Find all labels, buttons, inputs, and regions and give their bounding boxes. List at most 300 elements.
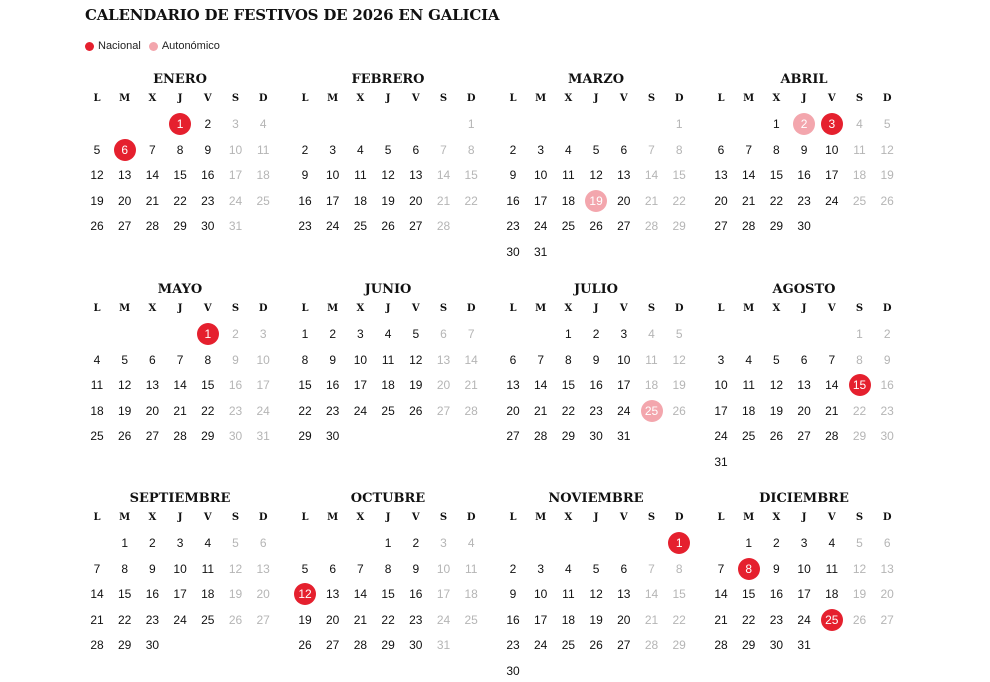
holiday-autonomico-day: 2 xyxy=(793,113,815,135)
day-cell: 25 xyxy=(742,429,756,444)
day-cell: 15 xyxy=(769,168,784,183)
day-cell: 22 xyxy=(561,403,576,418)
day-cell: 5 xyxy=(121,352,129,367)
day-cell: 8 xyxy=(301,352,309,367)
day-cell: 24 xyxy=(534,219,548,234)
day-cell: 30 xyxy=(506,245,520,259)
day-cell: 26 xyxy=(589,219,603,234)
day-cell: 21 xyxy=(90,612,104,627)
day-cell: 1 xyxy=(467,117,475,131)
day-cell: 25 xyxy=(201,612,215,627)
weekday-header: L xyxy=(301,303,309,314)
day-cell: 30 xyxy=(797,219,811,234)
day-cell: 14 xyxy=(90,587,104,602)
day-cell: 19 xyxy=(589,612,603,627)
day-cell: 31 xyxy=(228,219,243,234)
day-cell: 30 xyxy=(880,429,894,444)
day-cell: 28 xyxy=(714,638,728,653)
day-cell: 23 xyxy=(589,403,603,418)
day-cell: 26 xyxy=(228,612,243,627)
day-cell: 1 xyxy=(773,117,780,131)
day-cell: 29 xyxy=(381,638,395,653)
day-cell: 2 xyxy=(232,327,239,341)
day-cell: 9 xyxy=(592,352,600,367)
weekday-header: D xyxy=(882,93,892,104)
day-cell: 29 xyxy=(173,219,187,234)
weekday-header: S xyxy=(647,93,656,104)
day-cell: 4 xyxy=(648,327,655,341)
day-cell: 29 xyxy=(769,219,784,234)
day-cell: 17 xyxy=(173,587,187,602)
weekday-header: V xyxy=(619,303,628,314)
day-cell: 30 xyxy=(506,664,520,678)
day-cell: 21 xyxy=(534,403,548,418)
day-cell: 6 xyxy=(800,352,808,367)
day-cell: 20 xyxy=(436,378,451,393)
day-cell: 17 xyxy=(256,378,270,393)
day-cell: 18 xyxy=(825,587,839,602)
weekday-header: D xyxy=(882,303,892,314)
weekday-header: J xyxy=(385,303,391,314)
weekday-header: J xyxy=(385,93,391,104)
day-cell: 19 xyxy=(409,378,423,393)
day-cell: 13 xyxy=(436,352,451,367)
day-cell: 4 xyxy=(204,536,212,550)
weekday-header: X xyxy=(772,93,781,104)
weekday-header: D xyxy=(466,512,476,523)
day-cell: 3 xyxy=(717,352,725,367)
day-cell: 3 xyxy=(537,561,545,576)
day-cell: 28 xyxy=(644,219,659,234)
day-cell: 26 xyxy=(589,638,603,653)
day-cell: 30 xyxy=(145,638,160,653)
day-cell: 9 xyxy=(509,587,517,602)
day-cell: 7 xyxy=(828,352,836,367)
day-cell: 16 xyxy=(880,378,894,393)
weekday-header: J xyxy=(177,93,183,104)
day-cell: 13 xyxy=(617,587,631,602)
day-cell: 5 xyxy=(232,536,239,550)
day-cell: 15 xyxy=(672,168,686,183)
weekday-header: J xyxy=(593,93,599,104)
holiday-nacional-day: 12 xyxy=(294,583,316,605)
weekday-header: L xyxy=(93,303,101,314)
day-cell: 4 xyxy=(565,142,572,157)
weekday-header: X xyxy=(772,303,781,314)
day-cell: 7 xyxy=(176,352,184,367)
day-cell: 19 xyxy=(90,193,104,208)
weekday-header: J xyxy=(385,512,391,523)
weekday-header: D xyxy=(466,93,476,104)
day-cell: 17 xyxy=(797,587,811,602)
day-cell: 12 xyxy=(589,168,603,183)
day-cell: 23 xyxy=(769,612,784,627)
day-cell: 14 xyxy=(644,168,659,183)
holiday-nacional-day: 15 xyxy=(849,374,871,396)
day-cell: 29 xyxy=(852,429,867,444)
holiday-nacional-day: 25 xyxy=(821,609,843,631)
day-cell: 7 xyxy=(93,561,101,576)
weekday-header: L xyxy=(301,93,309,104)
day-cell: 12 xyxy=(228,561,243,576)
day-cell: 8 xyxy=(176,142,184,157)
day-cell: 7 xyxy=(745,142,753,157)
month-noviembre xyxy=(499,491,693,681)
day-cell: 2 xyxy=(592,327,600,341)
month-name: JULIO xyxy=(573,282,619,297)
day-cell: 1 xyxy=(745,536,753,550)
day-cell: 6 xyxy=(412,142,420,157)
weekday-header: S xyxy=(855,93,864,104)
day-cell: 11 xyxy=(256,142,270,157)
day-cell: 3 xyxy=(232,117,239,131)
day-cell: 13 xyxy=(409,168,423,183)
holiday-nacional-day: 1 xyxy=(197,323,219,345)
weekday-header: S xyxy=(647,512,656,523)
weekday-header: S xyxy=(855,303,864,314)
day-cell: 7 xyxy=(357,561,364,576)
day-cell: 14 xyxy=(644,587,659,602)
day-cell: 30 xyxy=(326,429,340,444)
day-cell: 9 xyxy=(800,142,808,157)
weekday-header: J xyxy=(593,512,599,523)
day-cell: 11 xyxy=(562,587,575,602)
day-cell: 15 xyxy=(298,378,312,393)
day-cell: 14 xyxy=(436,168,451,183)
weekday-header: J xyxy=(801,303,807,314)
day-cell: 16 xyxy=(326,378,340,393)
day-cell: 15 xyxy=(464,168,478,183)
day-cell: 16 xyxy=(409,587,423,602)
month-name: ABRIL xyxy=(780,72,828,87)
day-cell: 26 xyxy=(409,403,423,418)
weekday-header: S xyxy=(855,512,864,523)
month-octubre xyxy=(291,491,485,681)
day-cell: 4 xyxy=(856,117,863,131)
day-cell: 23 xyxy=(145,612,160,627)
day-cell: 25 xyxy=(464,612,478,627)
weekday-header: L xyxy=(509,303,517,314)
day-cell: 6 xyxy=(259,536,267,550)
day-cell: 16 xyxy=(769,587,784,602)
day-cell: 29 xyxy=(118,638,132,653)
day-cell: 2 xyxy=(883,327,891,341)
day-cell: 20 xyxy=(880,587,894,602)
day-cell: 19 xyxy=(769,403,784,418)
weekday-header: V xyxy=(411,512,420,523)
day-cell: 27 xyxy=(797,429,811,444)
day-cell: 29 xyxy=(672,219,686,234)
weekday-header: X xyxy=(772,512,781,523)
day-cell: 25 xyxy=(561,638,576,653)
day-cell: 28 xyxy=(464,403,478,418)
month-name: MAYO xyxy=(157,282,203,297)
page-title: CALENDARIO DE FESTIVOS DE 2026 EN GALICIA xyxy=(85,6,500,24)
day-cell: 18 xyxy=(561,612,576,627)
weekday-header: L xyxy=(301,512,309,523)
day-cell: 10 xyxy=(256,352,270,367)
day-cell: 5 xyxy=(384,142,392,157)
day-cell: 15 xyxy=(561,378,576,393)
day-cell: 27 xyxy=(145,429,160,444)
day-cell: 19 xyxy=(852,587,867,602)
weekday-header: V xyxy=(203,93,212,104)
weekday-header: M xyxy=(119,303,131,314)
day-cell: 6 xyxy=(620,561,628,576)
day-cell: 10 xyxy=(714,378,728,393)
holiday-autonomico-day: 19 xyxy=(585,190,607,212)
day-cell: 7 xyxy=(648,561,655,576)
weekday-header: D xyxy=(466,303,476,314)
day-cell: 11 xyxy=(645,352,658,367)
day-cell: 26 xyxy=(298,638,312,653)
day-cell: 8 xyxy=(565,352,572,367)
holiday-nacional-day: 8 xyxy=(738,558,760,580)
day-cell: 4 xyxy=(357,142,364,157)
day-cell: 22 xyxy=(852,403,867,418)
day-cell: 10 xyxy=(534,168,548,183)
day-cell: 19 xyxy=(880,168,894,183)
day-cell: 31 xyxy=(436,638,451,653)
day-cell: 12 xyxy=(90,168,104,183)
weekday-header: L xyxy=(717,512,725,523)
weekday-header: L xyxy=(509,93,517,104)
day-cell: 14 xyxy=(534,378,548,393)
day-cell: 2 xyxy=(301,142,309,157)
day-cell: 21 xyxy=(173,403,187,418)
day-cell: 18 xyxy=(644,378,659,393)
day-cell: 28 xyxy=(90,638,104,653)
day-cell: 3 xyxy=(176,536,184,550)
weekday-header: X xyxy=(356,93,365,104)
day-cell: 17 xyxy=(436,587,451,602)
day-cell: 25 xyxy=(353,219,368,234)
day-cell: 12 xyxy=(381,168,395,183)
day-cell: 31 xyxy=(534,245,548,259)
day-cell: 25 xyxy=(90,429,104,444)
weekday-header: D xyxy=(674,303,684,314)
day-cell: 22 xyxy=(464,193,478,208)
day-cell: 9 xyxy=(149,561,156,576)
day-cell: 9 xyxy=(509,168,517,183)
weekday-header: J xyxy=(801,93,807,104)
weekday-header: J xyxy=(801,512,807,523)
day-cell: 18 xyxy=(256,168,270,183)
day-cell: 6 xyxy=(717,142,725,157)
day-cell: 16 xyxy=(506,612,520,627)
weekday-header: M xyxy=(535,303,547,314)
weekday-header: S xyxy=(231,93,240,104)
weekday-header: V xyxy=(827,512,836,523)
day-cell: 23 xyxy=(506,219,520,234)
day-cell: 9 xyxy=(329,352,337,367)
day-cell: 7 xyxy=(149,142,156,157)
weekday-header: S xyxy=(439,303,448,314)
day-cell: 23 xyxy=(201,193,215,208)
day-cell: 18 xyxy=(742,403,756,418)
day-cell: 18 xyxy=(381,378,395,393)
day-cell: 16 xyxy=(228,378,243,393)
day-cell: 20 xyxy=(118,193,132,208)
day-cell: 13 xyxy=(797,378,811,393)
weekday-header: M xyxy=(327,512,339,523)
day-cell: 16 xyxy=(589,378,603,393)
month-name: ENERO xyxy=(153,72,207,87)
day-cell: 24 xyxy=(228,193,243,208)
holiday-autonomico-day: 25 xyxy=(641,400,663,422)
day-cell: 2 xyxy=(509,142,517,157)
day-cell: 25 xyxy=(852,193,867,208)
weekday-header: M xyxy=(743,93,755,104)
day-cell: 10 xyxy=(617,352,631,367)
day-cell: 15 xyxy=(173,168,187,183)
day-cell: 10 xyxy=(825,142,839,157)
day-cell: 15 xyxy=(118,587,132,602)
day-cell: 18 xyxy=(90,403,104,418)
day-cell: 7 xyxy=(467,327,475,341)
day-cell: 22 xyxy=(381,612,395,627)
day-cell: 7 xyxy=(440,142,447,157)
weekday-header: D xyxy=(674,93,684,104)
month-marzo xyxy=(499,72,693,262)
day-cell: 30 xyxy=(201,219,215,234)
month-name: FEBRERO xyxy=(351,72,425,87)
day-cell: 27 xyxy=(256,612,270,627)
day-cell: 9 xyxy=(232,352,239,367)
day-cell: 24 xyxy=(617,403,631,418)
day-cell: 17 xyxy=(617,378,631,393)
day-cell: 6 xyxy=(620,142,628,157)
weekday-header: L xyxy=(509,512,517,523)
weekday-header: J xyxy=(593,303,599,314)
weekday-header: V xyxy=(827,303,836,314)
day-cell: 29 xyxy=(742,638,756,653)
day-cell: 14 xyxy=(173,378,187,393)
weekday-header: J xyxy=(177,303,183,314)
day-cell: 14 xyxy=(145,168,160,183)
day-cell: 22 xyxy=(298,403,312,418)
day-cell: 17 xyxy=(534,193,548,208)
day-cell: 2 xyxy=(412,536,420,550)
day-cell: 11 xyxy=(464,561,478,576)
weekday-header: D xyxy=(258,93,268,104)
day-cell: 24 xyxy=(256,403,270,418)
day-cell: 3 xyxy=(620,327,628,341)
weekday-header: X xyxy=(356,512,365,523)
weekday-header: V xyxy=(203,512,212,523)
legend-item-nacional xyxy=(85,40,141,52)
day-cell: 12 xyxy=(409,352,423,367)
day-cell: 20 xyxy=(714,193,728,208)
day-cell: 19 xyxy=(672,378,686,393)
day-cell: 30 xyxy=(769,638,784,653)
day-cell: 9 xyxy=(301,168,309,183)
holiday-nacional-day: 1 xyxy=(668,532,690,554)
day-cell: 23 xyxy=(326,403,340,418)
day-cell: 26 xyxy=(769,429,784,444)
day-cell: 10 xyxy=(534,587,548,602)
day-cell: 26 xyxy=(852,612,867,627)
day-cell: 14 xyxy=(464,352,478,367)
day-cell: 25 xyxy=(561,219,576,234)
day-cell: 25 xyxy=(381,403,395,418)
nacional-dot-icon xyxy=(85,42,94,51)
day-cell: 28 xyxy=(173,429,187,444)
holiday-nacional-day: 3 xyxy=(821,113,843,135)
weekday-header: M xyxy=(535,512,547,523)
day-cell: 17 xyxy=(228,168,243,183)
weekday-header: S xyxy=(439,93,448,104)
day-cell: 27 xyxy=(880,612,894,627)
day-cell: 24 xyxy=(353,403,368,418)
day-cell: 22 xyxy=(201,403,215,418)
weekday-header: V xyxy=(203,303,212,314)
day-cell: 11 xyxy=(853,142,866,157)
day-cell: 27 xyxy=(617,219,631,234)
day-cell: 5 xyxy=(675,327,683,341)
month-name: SEPTIEMBRE xyxy=(129,491,231,506)
day-cell: 21 xyxy=(353,612,368,627)
day-cell: 22 xyxy=(118,612,132,627)
day-cell: 21 xyxy=(644,193,659,208)
day-cell: 31 xyxy=(256,429,270,444)
day-cell: 18 xyxy=(852,168,867,183)
day-cell: 20 xyxy=(409,193,423,208)
day-cell: 4 xyxy=(384,327,392,341)
day-cell: 28 xyxy=(742,219,756,234)
weekday-header: D xyxy=(674,512,684,523)
day-cell: 26 xyxy=(381,219,395,234)
day-cell: 27 xyxy=(714,219,728,234)
day-cell: 11 xyxy=(381,352,395,367)
autonomico-dot-icon xyxy=(149,42,158,51)
day-cell: 8 xyxy=(204,352,212,367)
month-name: DICIEMBRE xyxy=(759,491,849,506)
day-cell: 20 xyxy=(797,403,811,418)
day-cell: 28 xyxy=(534,429,548,444)
day-cell: 2 xyxy=(773,536,780,550)
day-cell: 19 xyxy=(298,612,312,627)
day-cell: 24 xyxy=(173,612,187,627)
day-cell: 16 xyxy=(797,168,811,183)
day-cell: 23 xyxy=(506,638,520,653)
month-diciembre xyxy=(707,491,901,681)
day-cell: 12 xyxy=(852,561,867,576)
day-cell: 2 xyxy=(149,536,156,550)
day-cell: 22 xyxy=(672,193,686,208)
day-cell: 24 xyxy=(825,193,839,208)
day-cell: 3 xyxy=(357,327,364,341)
day-cell: 29 xyxy=(298,429,312,444)
day-cell: 27 xyxy=(617,638,631,653)
day-cell: 12 xyxy=(769,378,784,393)
day-cell: 3 xyxy=(800,536,808,550)
day-cell: 27 xyxy=(326,638,340,653)
day-cell: 6 xyxy=(329,561,337,576)
day-cell: 24 xyxy=(436,612,451,627)
day-cell: 17 xyxy=(825,168,839,183)
weekday-header: D xyxy=(258,303,268,314)
day-cell: 14 xyxy=(742,168,756,183)
month-abril xyxy=(707,72,901,262)
legend-label-autonomico: Autonómico xyxy=(161,40,220,52)
day-cell: 14 xyxy=(714,587,728,602)
day-cell: 12 xyxy=(880,142,894,157)
day-cell: 15 xyxy=(742,587,756,602)
day-cell: 14 xyxy=(825,378,839,393)
day-cell: 11 xyxy=(201,561,215,576)
weekday-header: M xyxy=(119,93,131,104)
